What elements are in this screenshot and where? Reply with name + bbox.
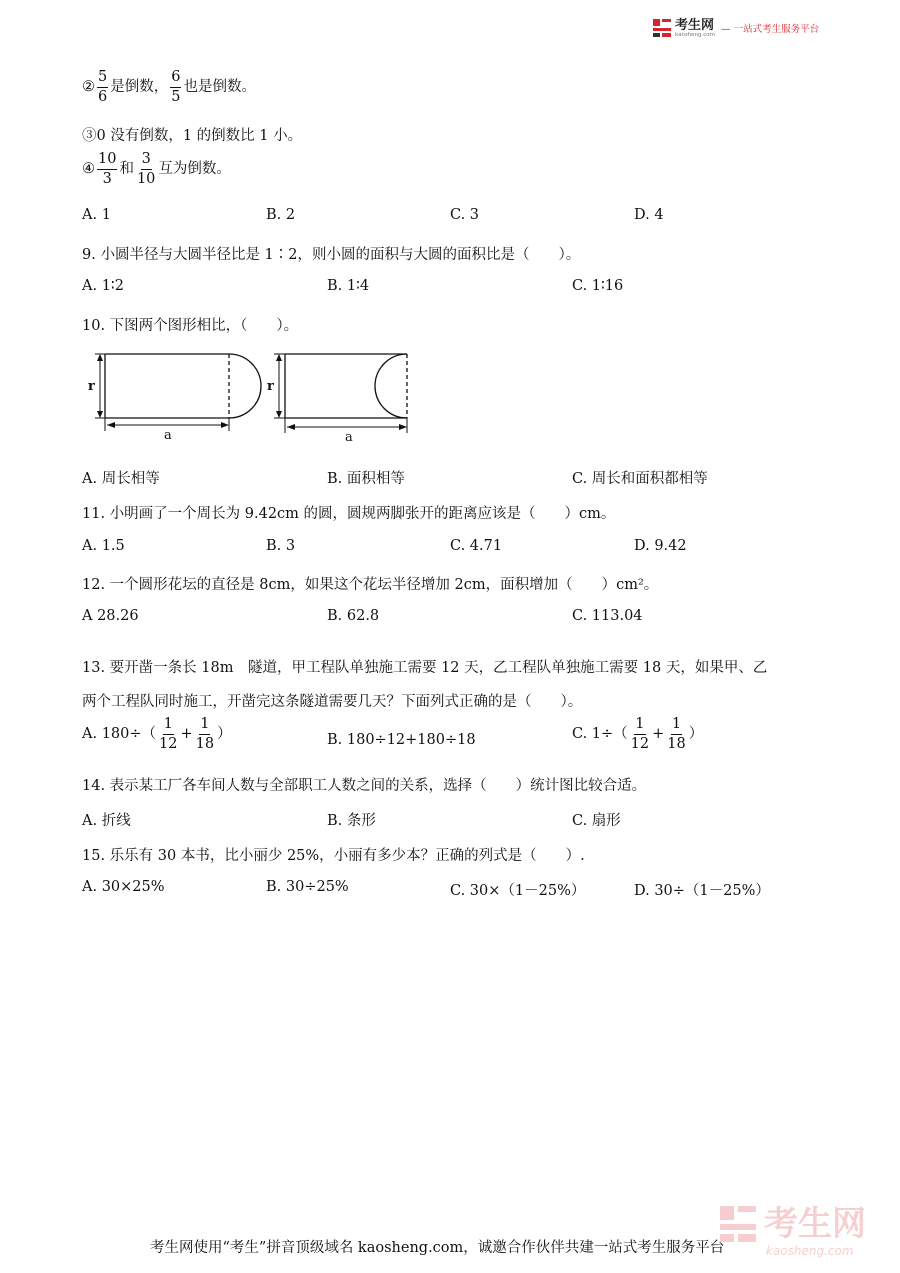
q13-stem-line2: 两个工程队同时施工，开凿完这条隧道需要几天？下面列式正确的是（ ）。 — [82, 694, 583, 710]
q15-option-c[interactable]: C. 30×（1－25%） — [450, 883, 586, 899]
figure2-label-a: a — [345, 430, 353, 445]
fraction: $\frac{1}{18}$ — [195, 716, 215, 752]
q8-item-4: ④ $\frac{10}{3}$ 和 $\frac{3}{10}$ 互为倒数。 — [82, 151, 231, 187]
q14-option-a[interactable]: A. 折线 — [82, 813, 131, 829]
q15-option-a[interactable]: A. 30×25% — [82, 879, 165, 895]
q14-stem: 14. 表示某工厂各车间人数与全部职工人数之间的关系，选择（ ）统计图比较合适。 — [82, 778, 647, 794]
q13-option-a[interactable]: A. 180÷（ $\frac{1}{12}$ + $\frac{1}{18}$ ） — [82, 716, 232, 752]
q8-option-c[interactable]: C. 3 — [450, 207, 480, 223]
q10-option-b[interactable]: B. 面积相等 — [327, 471, 405, 487]
q10-stem: 10. 下图两个图形相比，（ ）。 — [82, 318, 299, 334]
q12-stem: 12. 一个圆形花坛的直径是 8cm，如果这个花坛半径增加 2cm，面积增加（ ）cm²。 — [82, 577, 659, 593]
q9-option-c[interactable]: C. 1∶16 — [572, 278, 624, 294]
watermark-url: kaosheng.com — [766, 1244, 854, 1258]
footer-text: 考生网使用“考生”拼音顶级域名 kaosheng.com，诚邀合作伙伴共建一站式考生服务平台 — [150, 1240, 725, 1256]
q9-option-b[interactable]: B. 1∶4 — [327, 278, 370, 294]
figure2-label-r: r — [267, 379, 274, 394]
fraction: $\frac{1}{18}$ — [667, 716, 686, 752]
header-logo — [652, 18, 819, 38]
header-slogan: — 一站式考生服务平台 — [721, 24, 820, 35]
q14-option-c[interactable]: C. 扇形 — [572, 813, 621, 829]
q10-option-c[interactable]: C. 周长和面积都相等 — [572, 471, 708, 487]
q11-option-c[interactable]: C. 4.71 — [450, 538, 503, 554]
q10-figure — [85, 345, 425, 445]
q15-option-b[interactable]: B. 30÷25% — [266, 879, 349, 895]
q8-item-2: ② $\frac{5}{6}$ 是倒数， $\frac{6}{5}$ 也是倒数。 — [82, 69, 256, 105]
fraction: $\frac{1}{12}$ — [159, 716, 178, 752]
q12-option-a[interactable]: A 28.26 — [82, 608, 139, 624]
figure-rect-with-inner-semicircle — [274, 354, 407, 433]
q8-option-b[interactable]: B. 2 — [266, 207, 296, 223]
q13-option-b[interactable]: B. 180÷12+180÷18 — [327, 732, 476, 748]
fraction: $\frac{10}{3}$ — [98, 151, 117, 187]
q8-option-d[interactable]: D. 4 — [634, 207, 664, 223]
watermark — [718, 1204, 866, 1258]
q11-option-b[interactable]: B. 3 — [266, 538, 296, 554]
q13-option-c[interactable]: C. 1÷（ $\frac{1}{12}$ + $\frac{1}{18}$ ） — [572, 716, 704, 752]
q8-item-3: ③0 没有倒数，1 的倒数比 1 小。 — [82, 128, 303, 144]
logo-url: kaosheng.com — [675, 31, 716, 38]
fraction: $\frac{5}{6}$ — [98, 69, 108, 105]
watermark-name: 考生网 — [764, 1204, 866, 1244]
q15-option-d[interactable]: D. 30÷（1－25%） — [634, 883, 770, 899]
fraction: $\frac{1}{12}$ — [630, 716, 650, 752]
q10-option-a[interactable]: A. 周长相等 — [82, 471, 160, 487]
figure1-label-r: r — [88, 379, 95, 394]
q11-option-a[interactable]: A. 1.5 — [82, 538, 125, 554]
fraction: $\frac{3}{10}$ — [136, 151, 156, 187]
q13-stem-line1: 13. 要开凿一条长 18m 隧道，甲工程队单独施工需要 12 天，乙工程队单独施工需要 18 天，如果甲、乙 — [82, 660, 768, 676]
q14-option-b[interactable]: B. 条形 — [327, 813, 376, 829]
logo-name: 考生网 — [675, 17, 715, 33]
q9-option-a[interactable]: A. 1∶2 — [82, 278, 124, 294]
kaosheng-logo-icon — [652, 18, 672, 38]
q8-option-a[interactable]: A. 1 — [82, 207, 111, 223]
q9-stem: 9. 小圆半径与大圆半径比是 1∶2，则小圆的面积与大圆的面积比是（ ）。 — [82, 247, 581, 263]
q11-stem: 11. 小明画了一个周长为 9.42cm 的圆，圆规两脚张开的距离应该是（ ）cm。 — [82, 506, 616, 522]
q12-option-c[interactable]: C. 113.04 — [572, 608, 643, 624]
figure-rect-with-outer-semicircle — [95, 354, 261, 431]
figure1-label-a: a — [164, 428, 172, 443]
q12-option-b[interactable]: B. 62.8 — [327, 608, 380, 624]
fraction: $\frac{6}{5}$ — [171, 69, 181, 105]
q11-option-d[interactable]: D. 9.42 — [634, 538, 687, 554]
q15-stem: 15. 乐乐有 30 本书，比小丽少 25%，小丽有多少本？正确的列式是（ ）. — [82, 848, 585, 864]
